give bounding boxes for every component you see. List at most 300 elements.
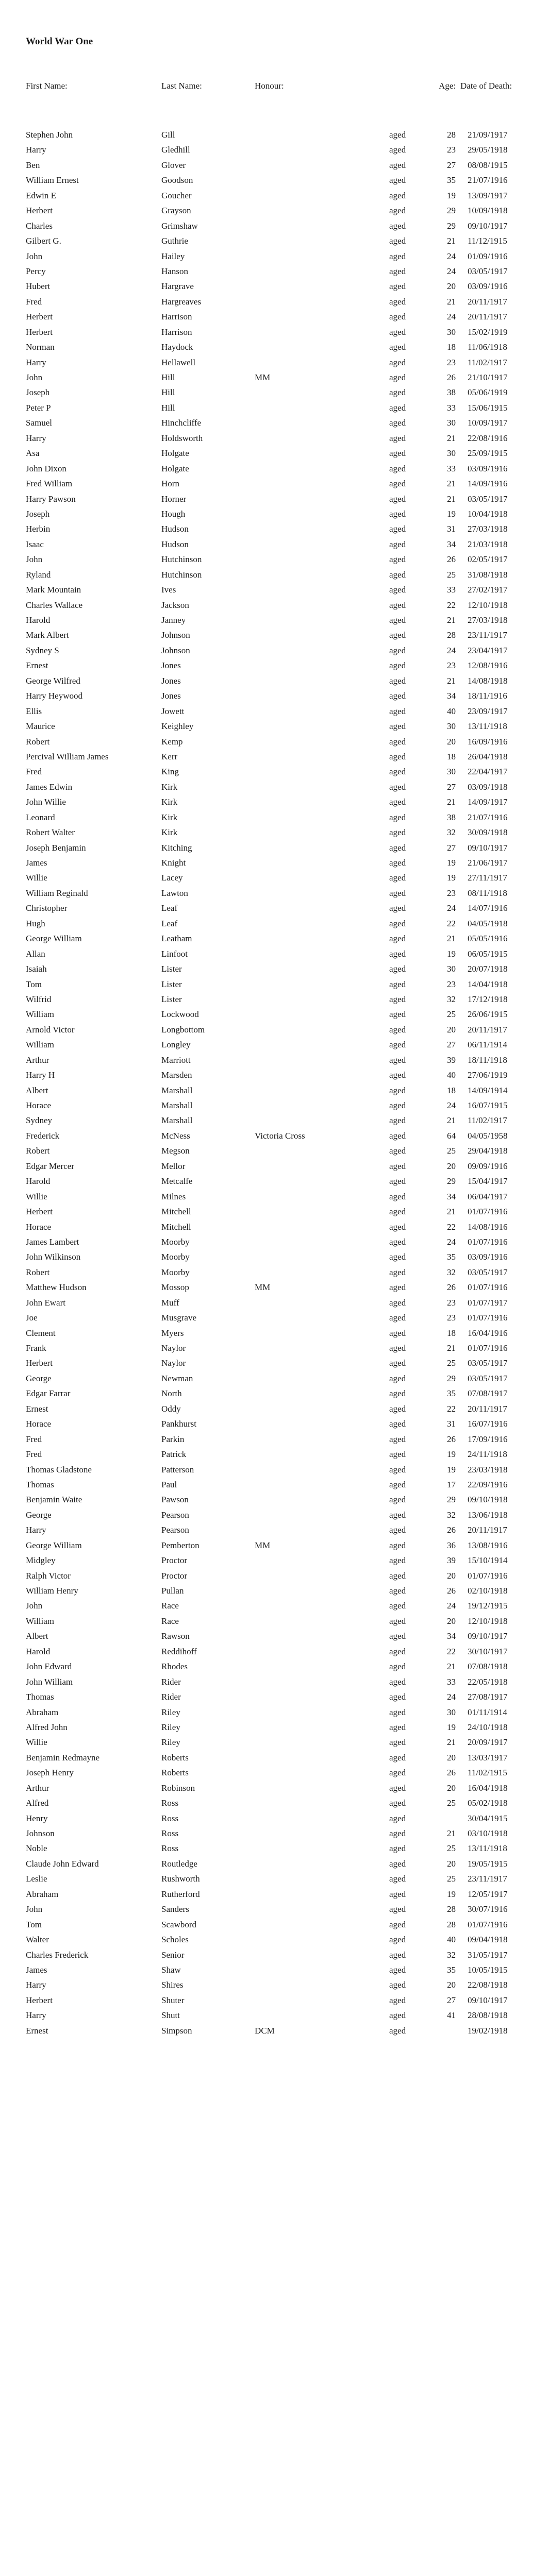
aged-label: aged <box>389 1707 406 1717</box>
first-name: Harry <box>26 433 46 443</box>
first-name: John <box>26 251 43 261</box>
last-name: Race <box>161 1616 179 1626</box>
date-of-death: 21/09/1917 <box>468 130 508 140</box>
first-name: Horace <box>26 1419 52 1429</box>
age: 25 <box>447 1358 456 1368</box>
age: 40 <box>447 1070 456 1080</box>
date-of-death: 06/11/1914 <box>468 1040 507 1050</box>
aged-label: aged <box>389 1510 406 1520</box>
last-name: Pankhurst <box>161 1419 196 1429</box>
first-name: Arthur <box>26 1783 49 1793</box>
last-name: Riley <box>161 1722 180 1732</box>
first-name: Robert Walter <box>26 827 75 838</box>
first-name: Joseph <box>26 509 50 519</box>
list-item <box>0 1477 548 1492</box>
first-name: Herbert <box>26 1358 53 1368</box>
list-item <box>0 1917 548 1932</box>
first-name: Joseph Benjamin <box>26 842 86 853</box>
list-item <box>0 734 548 749</box>
aged-label: aged <box>389 190 406 200</box>
age: 28 <box>447 630 456 640</box>
list-item <box>0 1326 548 1341</box>
age: 25 <box>447 569 456 580</box>
age: 20 <box>447 1024 456 1035</box>
last-name: Proctor <box>161 1570 188 1581</box>
last-name: Senior <box>161 1950 185 1960</box>
age: 29 <box>447 1373 456 1383</box>
date-of-death: 24/10/1918 <box>468 1722 508 1732</box>
list-item <box>0 1386 548 1401</box>
last-name: Jackson <box>161 600 189 610</box>
list-item <box>0 2023 548 2038</box>
date-of-death: 03/09/1916 <box>468 1252 508 1262</box>
aged-label: aged <box>389 630 406 640</box>
list-item <box>0 521 548 536</box>
age: 29 <box>447 1495 456 1505</box>
date-of-death: 09/10/1917 <box>468 1631 508 1641</box>
date-of-death: 30/09/1918 <box>468 827 508 838</box>
age: 24 <box>447 645 456 655</box>
aged-label: aged <box>389 1995 406 2005</box>
last-name: Mitchell <box>161 1207 191 1217</box>
list-item <box>0 1781 548 1795</box>
list-item <box>0 916 548 931</box>
list-item <box>0 1522 548 1537</box>
date-of-death: 23/11/1917 <box>468 630 507 640</box>
list-item <box>0 1856 548 1871</box>
first-name: Matthew Hudson <box>26 1282 87 1293</box>
first-name: Horace <box>26 1100 52 1110</box>
age: 19 <box>447 948 456 959</box>
aged-label: aged <box>389 1540 406 1550</box>
last-name: Megson <box>161 1146 190 1156</box>
last-name: Lacey <box>161 873 183 883</box>
aged-label: aged <box>389 1646 406 1656</box>
list-item <box>0 1249 548 1264</box>
first-name: Mark Mountain <box>26 585 81 595</box>
age: 20 <box>447 1783 456 1793</box>
age: 23 <box>447 1313 456 1323</box>
first-name: John William <box>26 1676 73 1687</box>
first-name: George William <box>26 1540 82 1550</box>
aged-label: aged <box>389 1373 406 1383</box>
first-name: Clement <box>26 1328 56 1338</box>
age: 21 <box>447 797 456 807</box>
aged-label: aged <box>389 1055 406 1065</box>
last-name: Kirk <box>161 827 178 838</box>
list-item <box>0 1993 548 2008</box>
aged-label: aged <box>389 1783 406 1793</box>
aged-label: aged <box>389 1813 406 1823</box>
list-item <box>0 1022 548 1037</box>
date-of-death: 14/04/1918 <box>468 979 508 989</box>
last-name: Naylor <box>161 1358 186 1368</box>
last-name: Scawbord <box>161 1919 196 1929</box>
aged-label: aged <box>389 1009 406 1020</box>
first-name: Horace <box>26 1222 52 1232</box>
age: 28 <box>447 130 456 140</box>
first-name: Harry <box>26 145 46 155</box>
date-of-death: 07/08/1917 <box>468 1388 508 1399</box>
last-name: Musgrave <box>161 1313 196 1323</box>
date-of-death: 31/08/1918 <box>468 569 508 580</box>
aged-label: aged <box>389 903 406 913</box>
first-name: Percy <box>26 266 46 276</box>
first-name: Harold <box>26 1646 51 1656</box>
first-name: William <box>26 1040 55 1050</box>
last-name: Hinchcliffe <box>161 418 202 428</box>
last-name: Muff <box>161 1297 179 1308</box>
last-name: Lawton <box>161 888 188 898</box>
first-name: Herbert <box>26 1207 53 1217</box>
date-of-death: 22/08/1916 <box>468 433 508 443</box>
aged-label: aged <box>389 372 406 382</box>
age: 25 <box>447 1798 456 1808</box>
last-name: McNess <box>161 1130 190 1141</box>
first-name: Ellis <box>26 706 42 716</box>
date-of-death: 14/09/1914 <box>468 1085 508 1095</box>
header-age: Age: <box>439 81 456 91</box>
age: 19 <box>447 1722 456 1732</box>
age: 29 <box>447 221 456 231</box>
date-of-death: 13/03/1917 <box>468 1752 508 1762</box>
first-name: Willie <box>26 873 47 883</box>
first-name: William Henry <box>26 1586 78 1596</box>
aged-label: aged <box>389 675 406 686</box>
age: 30 <box>447 964 456 974</box>
aged-label: aged <box>389 736 406 747</box>
date-of-death: 01/07/1916 <box>468 1282 508 1293</box>
first-name: Charles Wallace <box>26 600 83 610</box>
first-name: Leonard <box>26 812 55 822</box>
last-name: Kerr <box>161 751 178 761</box>
last-name: Marriott <box>161 1055 191 1065</box>
first-name: Claude John Edward <box>26 1858 99 1869</box>
aged-label: aged <box>389 554 406 565</box>
list-item <box>0 1887 548 1902</box>
last-name: Janney <box>161 615 186 625</box>
first-name: Ralph Victor <box>26 1570 71 1581</box>
age: 23 <box>447 357 456 367</box>
date-of-death: 13/11/1918 <box>468 1843 507 1854</box>
list-item <box>0 810 548 825</box>
last-name: Parkin <box>161 1434 185 1444</box>
list-item <box>0 1113 548 1128</box>
age: 26 <box>447 372 456 382</box>
first-name: Fred <box>26 296 42 307</box>
age: 18 <box>447 1085 456 1095</box>
list-item <box>0 476 548 491</box>
last-name: Holdsworth <box>161 433 203 443</box>
aged-label: aged <box>389 1449 406 1460</box>
age: 24 <box>447 1692 456 1702</box>
date-of-death: 21/03/1918 <box>468 539 508 549</box>
last-name: Grimshaw <box>161 221 198 231</box>
list-item <box>0 779 548 794</box>
last-name: Hill <box>161 387 175 398</box>
age: 28 <box>447 1904 456 1914</box>
date-of-death: 12/10/1918 <box>468 600 508 610</box>
first-name: Harold <box>26 615 51 625</box>
last-name: Moorby <box>161 1267 190 1277</box>
date-of-death: 18/11/1918 <box>468 1055 507 1065</box>
date-of-death: 10/09/1918 <box>468 206 508 216</box>
date-of-death: 11/02/1917 <box>468 357 507 367</box>
first-name: George <box>26 1510 52 1520</box>
date-of-death: 14/07/1916 <box>468 903 508 913</box>
first-name: Fred <box>26 767 42 777</box>
last-name: Kirk <box>161 797 178 807</box>
first-name: Robert <box>26 736 50 747</box>
first-name: Norman <box>26 342 55 352</box>
age: 21 <box>447 1207 456 1217</box>
first-name: Herbert <box>26 312 53 322</box>
date-of-death: 09/10/1917 <box>468 221 508 231</box>
date-of-death: 20/11/1917 <box>468 296 507 307</box>
age: 34 <box>447 1631 456 1641</box>
date-of-death: 28/08/1918 <box>468 2010 508 2021</box>
list-item <box>0 1765 548 1780</box>
date-of-death: 26/06/1915 <box>468 1009 508 1020</box>
last-name: Holgate <box>161 448 189 459</box>
age: 27 <box>447 1040 456 1050</box>
age: 33 <box>447 585 456 595</box>
list-item <box>0 173 548 188</box>
age: 21 <box>447 494 456 504</box>
aged-label: aged <box>389 539 406 549</box>
list-item <box>0 1128 548 1143</box>
age: 19 <box>447 190 456 200</box>
aged-label: aged <box>389 812 406 822</box>
last-name: Newman <box>161 1373 193 1383</box>
last-name: Longbottom <box>161 1024 205 1035</box>
first-name: Percival William James <box>26 751 109 761</box>
list-item <box>0 1902 548 1917</box>
list-item <box>0 400 548 415</box>
aged-label: aged <box>389 1313 406 1323</box>
age: 22 <box>447 1403 456 1414</box>
date-of-death: 15/04/1917 <box>468 1176 508 1187</box>
last-name: Hill <box>161 402 175 413</box>
date-of-death: 01/09/1916 <box>468 251 508 261</box>
age: 21 <box>447 615 456 625</box>
date-of-death: 12/05/1917 <box>468 1889 508 1899</box>
last-name: Pullan <box>161 1586 184 1596</box>
aged-label: aged <box>389 1328 406 1338</box>
list-item <box>0 1962 548 1977</box>
age: 25 <box>447 1146 456 1156</box>
age: 30 <box>447 418 456 428</box>
last-name: Riley <box>161 1707 180 1717</box>
date-of-death: 01/07/1916 <box>468 1313 508 1323</box>
list-item <box>0 461 548 476</box>
age: 27 <box>447 160 456 170</box>
last-name: Hudson <box>161 524 189 534</box>
age: 32 <box>447 1950 456 1960</box>
age: 19 <box>447 1889 456 1899</box>
last-name: Marshall <box>161 1100 193 1110</box>
age: 17 <box>447 1479 456 1489</box>
list-item <box>0 203 548 218</box>
aged-label: aged <box>389 312 406 322</box>
last-name: Leaf <box>161 903 178 913</box>
last-name: Haydock <box>161 342 193 352</box>
date-of-death: 15/06/1915 <box>468 402 508 413</box>
aged-label: aged <box>389 751 406 761</box>
date-of-death: 01/07/1916 <box>468 1919 508 1929</box>
date-of-death: 14/08/1916 <box>468 1222 508 1232</box>
last-name: Keighley <box>161 721 194 732</box>
aged-label: aged <box>389 1631 406 1641</box>
first-name: William Reginald <box>26 888 88 898</box>
aged-label: aged <box>389 1904 406 1914</box>
list-item <box>0 1614 548 1629</box>
last-name: Patrick <box>161 1449 187 1460</box>
last-name: Moorby <box>161 1252 190 1262</box>
date-of-death: 15/02/1919 <box>468 327 508 337</box>
aged-label: aged <box>389 1040 406 1050</box>
date-of-death: 22/09/1916 <box>468 1479 508 1489</box>
date-of-death: 23/04/1917 <box>468 645 508 655</box>
aged-label: aged <box>389 1358 406 1368</box>
age: 22 <box>447 918 456 928</box>
first-name: Leslie <box>26 1874 47 1884</box>
list-item <box>0 1401 548 1416</box>
aged-label: aged <box>389 266 406 276</box>
aged-label: aged <box>389 463 406 473</box>
age: 21 <box>447 934 456 944</box>
header-honour: Honour: <box>255 81 284 91</box>
age: 26 <box>447 1586 456 1596</box>
date-of-death: 13/08/1916 <box>468 1540 508 1550</box>
last-name: Hutchinson <box>161 554 202 565</box>
age: 34 <box>447 539 456 549</box>
age: 30 <box>447 1707 456 1717</box>
aged-label: aged <box>389 1115 406 1126</box>
date-of-death: 08/08/1915 <box>468 160 508 170</box>
aged-label: aged <box>389 1586 406 1596</box>
date-of-death: 02/10/1918 <box>468 1586 508 1596</box>
last-name: Lister <box>161 979 182 989</box>
aged-label: aged <box>389 221 406 231</box>
age: 41 <box>447 2010 456 2021</box>
list-item <box>0 704 548 719</box>
age: 39 <box>447 1055 456 1065</box>
date-of-death: 05/02/1918 <box>468 1798 508 1808</box>
aged-label: aged <box>389 433 406 443</box>
list-item <box>0 1659 548 1674</box>
list-item <box>0 1689 548 1704</box>
first-name: Arnold Victor <box>26 1024 75 1035</box>
age: 40 <box>447 706 456 716</box>
honour: MM <box>255 1282 271 1293</box>
list-item <box>0 355 548 370</box>
list-item <box>0 794 548 809</box>
list-item <box>0 1977 548 1992</box>
last-name: Milnes <box>161 1191 186 1201</box>
first-name: William <box>26 1616 55 1626</box>
age: 19 <box>447 1449 456 1460</box>
list-item <box>0 1234 548 1249</box>
last-name: Hutchinson <box>161 569 202 580</box>
date-of-death: 21/07/1916 <box>468 175 508 185</box>
date-of-death: 27/06/1919 <box>468 1070 508 1080</box>
date-of-death: 07/08/1918 <box>468 1662 508 1672</box>
last-name: Pearson <box>161 1510 189 1520</box>
age: 21 <box>447 296 456 307</box>
aged-label: aged <box>389 1282 406 1293</box>
date-of-death: 26/04/1918 <box>468 751 508 761</box>
first-name: George William <box>26 934 82 944</box>
date-of-death: 11/06/1918 <box>468 342 507 352</box>
list-item <box>0 1583 548 1598</box>
first-name: Midgley <box>26 1555 56 1566</box>
last-name: Leatham <box>161 934 192 944</box>
aged-label: aged <box>389 1692 406 1702</box>
last-name: Goucher <box>161 190 192 200</box>
date-of-death: 23/03/1918 <box>468 1464 508 1475</box>
aged-label: aged <box>389 1267 406 1277</box>
age: 20 <box>447 1161 456 1171</box>
list-item <box>0 1553 548 1568</box>
list-item <box>0 537 548 552</box>
first-name: Albert <box>26 1085 48 1095</box>
last-name: Riley <box>161 1737 180 1748</box>
date-of-death: 29/04/1918 <box>468 1146 508 1156</box>
list-item <box>0 1159 548 1174</box>
last-name: Moorby <box>161 1236 190 1247</box>
list-item <box>0 1826 548 1841</box>
date-of-death: 03/09/1918 <box>468 782 508 792</box>
age: 26 <box>447 554 456 565</box>
list-item <box>0 446 548 461</box>
first-name: Frank <box>26 1343 46 1353</box>
aged-label: aged <box>389 524 406 534</box>
aged-label: aged <box>389 1935 406 1945</box>
date-of-death: 06/05/1915 <box>468 948 508 959</box>
aged-label: aged <box>389 1555 406 1566</box>
last-name: Ross <box>161 1798 179 1808</box>
date-of-death: 14/09/1917 <box>468 797 508 807</box>
list-item <box>0 492 548 506</box>
aged-label: aged <box>389 1570 406 1581</box>
age: 24 <box>447 1100 456 1110</box>
list-item <box>0 2008 548 2023</box>
first-name: Robert <box>26 1146 50 1156</box>
date-of-death: 05/05/1916 <box>468 934 508 944</box>
last-name: Horner <box>161 494 187 504</box>
list-item <box>0 931 548 946</box>
list-item <box>0 294 548 309</box>
list-item <box>0 1067 548 1082</box>
first-name: Robert <box>26 1267 50 1277</box>
aged-label: aged <box>389 1980 406 1990</box>
date-of-death: 10/09/1917 <box>468 418 508 428</box>
last-name: Marshall <box>161 1085 193 1095</box>
first-name: Sydney S <box>26 645 59 655</box>
aged-label: aged <box>389 1176 406 1187</box>
date-of-death: 29/05/1918 <box>468 145 508 155</box>
last-name: Proctor <box>161 1555 188 1566</box>
aged-label: aged <box>389 1676 406 1687</box>
first-name: Johnson <box>26 1828 55 1838</box>
first-name: Arthur <box>26 1055 49 1065</box>
last-name: Hudson <box>161 539 189 549</box>
age: 21 <box>447 1662 456 1672</box>
date-of-death: 03/05/1917 <box>468 266 508 276</box>
first-name: Frederick <box>26 1130 60 1141</box>
list-item <box>0 1189 548 1204</box>
